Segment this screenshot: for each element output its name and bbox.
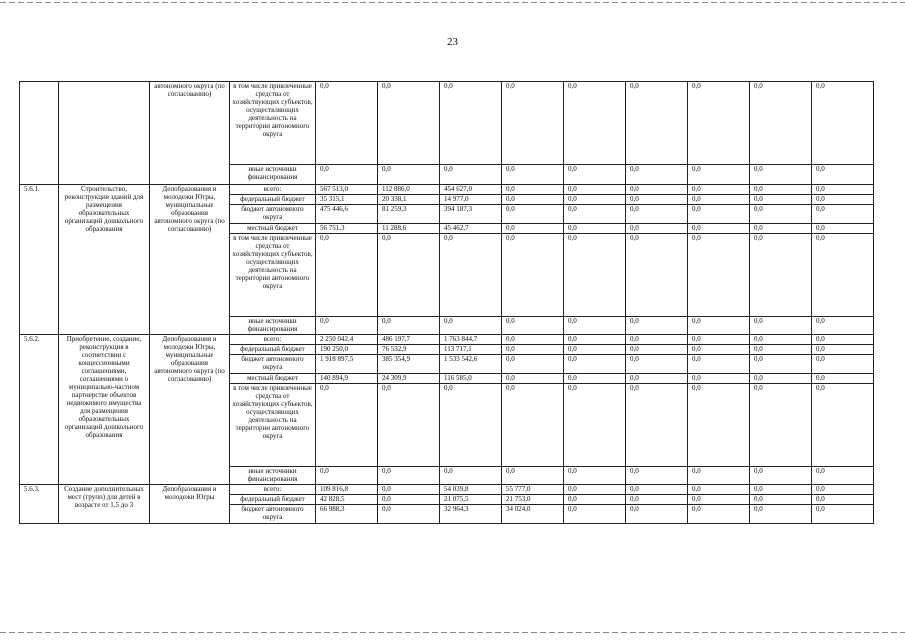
amount-cell: 0,0 xyxy=(688,467,750,485)
table-row xyxy=(20,485,874,495)
amount-cell: 0,0 xyxy=(812,355,874,374)
executor: Депобразования и молодежи Югры xyxy=(150,485,230,524)
funding-source: местный бюджет xyxy=(230,224,316,234)
amount-cell: 567 513,0 xyxy=(316,185,378,195)
amount-cell: 0,0 xyxy=(502,234,564,317)
amount-cell: 0,0 xyxy=(502,165,564,185)
amount-cell: 0,0 xyxy=(564,317,626,335)
amount-cell: 0,0 xyxy=(502,195,564,205)
funding-source: бюджет автономного округа xyxy=(230,505,316,524)
amount-cell: 0,0 xyxy=(688,234,750,317)
amount-cell: 190 250,0 xyxy=(316,345,378,355)
amount-cell: 0,0 xyxy=(626,317,688,335)
executor: автономного округа (по согласованию) xyxy=(150,82,230,185)
amount-cell: 0,0 xyxy=(812,165,874,185)
executor: Депобразования и молодежи Югры, муниципальные образования автономного округа (по согласованию) xyxy=(150,185,230,335)
measure-name: Строительство, реконструкция зданий для размещения образовательных организаций дошкольного образования xyxy=(59,185,150,335)
amount-cell: 0,0 xyxy=(626,82,688,165)
amount-cell: 0,0 xyxy=(440,384,502,467)
funding-source: всего: xyxy=(230,485,316,495)
amount-cell: 0,0 xyxy=(812,467,874,485)
amount-cell: 0,0 xyxy=(688,335,750,345)
amount-cell: 0,0 xyxy=(688,185,750,195)
amount-cell: 0,0 xyxy=(440,317,502,335)
amount-cell: 0,0 xyxy=(812,495,874,505)
amount-cell: 385 354,9 xyxy=(378,355,440,374)
amount-cell: 0,0 xyxy=(750,317,812,335)
amount-cell: 56 751,3 xyxy=(316,224,378,234)
funding-source: в том числе привлеченные средства от хозяйствующих субъектов, осуществляющих деятельность на территории автономного округа xyxy=(230,234,316,317)
item-number xyxy=(20,82,59,185)
amount-cell: 0,0 xyxy=(812,485,874,495)
amount-cell: 0,0 xyxy=(626,224,688,234)
amount-cell: 0,0 xyxy=(688,317,750,335)
amount-cell: 0,0 xyxy=(626,205,688,224)
measure-name: Создание дополнительных мест (групп) для детей в возрасте от 1,5 до 3 xyxy=(59,485,150,524)
table-row xyxy=(20,185,874,195)
amount-cell: 0,0 xyxy=(812,185,874,195)
measure-name: Приобретение, создание, реконструкция в соответствии с концессионными соглашениями, соглашениями о муниципально-частном партнерстве объектов недвижимого имущества для размещения образовательных организаций дошкольного образования xyxy=(59,335,150,485)
amount-cell: 0,0 xyxy=(502,335,564,345)
amount-cell: 0,0 xyxy=(626,495,688,505)
amount-cell: 0,0 xyxy=(316,165,378,185)
page-number: 23 xyxy=(447,36,458,48)
amount-cell: 0,0 xyxy=(316,384,378,467)
amount-cell: 0,0 xyxy=(750,495,812,505)
amount-cell: 0,0 xyxy=(564,495,626,505)
amount-cell: 0,0 xyxy=(626,485,688,495)
funding-source: всего: xyxy=(230,335,316,345)
amount-cell: 0,0 xyxy=(688,224,750,234)
funding-source: бюджет автономного округа xyxy=(230,355,316,374)
amount-cell: 32 964,3 xyxy=(440,505,502,524)
amount-cell: 0,0 xyxy=(564,82,626,165)
amount-cell: 394 187,3 xyxy=(440,205,502,224)
amount-cell: 0,0 xyxy=(812,82,874,165)
amount-cell: 0,0 xyxy=(626,384,688,467)
amount-cell: 0,0 xyxy=(502,185,564,195)
amount-cell: 0,0 xyxy=(750,355,812,374)
amount-cell: 0,0 xyxy=(502,317,564,335)
scan-edge-top xyxy=(0,2,905,3)
amount-cell: 42 828,5 xyxy=(316,495,378,505)
amount-cell: 0,0 xyxy=(316,317,378,335)
amount-cell: 0,0 xyxy=(626,374,688,384)
amount-cell: 0,0 xyxy=(440,234,502,317)
amount-cell: 0,0 xyxy=(564,384,626,467)
amount-cell: 0,0 xyxy=(378,467,440,485)
amount-cell: 0,0 xyxy=(750,384,812,467)
amount-cell: 0,0 xyxy=(378,82,440,165)
amount-cell: 0,0 xyxy=(626,335,688,345)
amount-cell: 54 039,8 xyxy=(440,485,502,495)
amount-cell: 0,0 xyxy=(688,495,750,505)
amount-cell: 0,0 xyxy=(564,355,626,374)
amount-cell: 76 532,9 xyxy=(378,345,440,355)
amount-cell: 0,0 xyxy=(750,185,812,195)
amount-cell: 0,0 xyxy=(812,505,874,524)
amount-cell: 0,0 xyxy=(564,345,626,355)
amount-cell: 0,0 xyxy=(440,467,502,485)
amount-cell: 0,0 xyxy=(564,374,626,384)
table-row xyxy=(20,82,874,165)
funding-source: местный бюджет xyxy=(230,374,316,384)
amount-cell: 0,0 xyxy=(750,165,812,185)
item-number: 5.6.1. xyxy=(20,185,59,335)
amount-cell: 0,0 xyxy=(502,374,564,384)
amount-cell: 21 075,5 xyxy=(440,495,502,505)
amount-cell: 45 462,7 xyxy=(440,224,502,234)
measure-name xyxy=(59,82,150,185)
amount-cell: 0,0 xyxy=(502,355,564,374)
amount-cell: 2 250 042,4 xyxy=(316,335,378,345)
amount-cell: 0,0 xyxy=(812,224,874,234)
amount-cell: 66 988,3 xyxy=(316,505,378,524)
amount-cell: 0,0 xyxy=(750,374,812,384)
amount-cell: 0,0 xyxy=(440,165,502,185)
funding-source: федеральный бюджет xyxy=(230,195,316,205)
amount-cell: 109 816,8 xyxy=(316,485,378,495)
amount-cell: 1 763 844,7 xyxy=(440,335,502,345)
amount-cell: 486 197,7 xyxy=(378,335,440,345)
amount-cell: 0,0 xyxy=(750,234,812,317)
amount-cell: 0,0 xyxy=(564,205,626,224)
amount-cell: 0,0 xyxy=(750,485,812,495)
amount-cell: 11 288,6 xyxy=(378,224,440,234)
amount-cell: 0,0 xyxy=(316,234,378,317)
amount-cell: 0,0 xyxy=(812,234,874,317)
amount-cell: 0,0 xyxy=(688,205,750,224)
amount-cell: 0,0 xyxy=(564,467,626,485)
amount-cell: 0,0 xyxy=(378,505,440,524)
funding-source: в том числе привлеченные средства от хозяйствующих субъектов, осуществляющих деятельность на территории автономного округа xyxy=(230,82,316,165)
amount-cell: 55 777,0 xyxy=(502,485,564,495)
funding-source: в том числе привлеченные средства от хозяйствующих субъектов, осуществляющих деятельность на территории автономного округа xyxy=(230,384,316,467)
amount-cell: 0,0 xyxy=(378,165,440,185)
amount-cell: 0,0 xyxy=(688,374,750,384)
amount-cell: 0,0 xyxy=(812,374,874,384)
amount-cell: 0,0 xyxy=(750,195,812,205)
amount-cell: 0,0 xyxy=(564,165,626,185)
amount-cell: 0,0 xyxy=(688,165,750,185)
amount-cell: 475 446,6 xyxy=(316,205,378,224)
amount-cell: 0,0 xyxy=(626,467,688,485)
amount-cell: 454 627,0 xyxy=(440,185,502,195)
amount-cell: 0,0 xyxy=(564,234,626,317)
amount-cell: 0,0 xyxy=(564,485,626,495)
amount-cell: 14 977,0 xyxy=(440,195,502,205)
amount-cell: 0,0 xyxy=(626,165,688,185)
amount-cell: 0,0 xyxy=(750,505,812,524)
amount-cell: 0,0 xyxy=(688,384,750,467)
amount-cell: 0,0 xyxy=(750,345,812,355)
amount-cell: 21 753,0 xyxy=(502,495,564,505)
amount-cell: 0,0 xyxy=(564,224,626,234)
amount-cell: 0,0 xyxy=(626,234,688,317)
amount-cell: 0,0 xyxy=(378,317,440,335)
financing-table xyxy=(19,81,874,524)
funding-source: федеральный бюджет xyxy=(230,495,316,505)
amount-cell: 140 894,9 xyxy=(316,374,378,384)
amount-cell: 0,0 xyxy=(688,505,750,524)
amount-cell: 0,0 xyxy=(626,185,688,195)
amount-cell: 0,0 xyxy=(378,384,440,467)
amount-cell: 0,0 xyxy=(564,505,626,524)
amount-cell: 34 024,0 xyxy=(502,505,564,524)
funding-source: иные источники финансирования xyxy=(230,467,316,485)
amount-cell: 0,0 xyxy=(502,384,564,467)
amount-cell: 0,0 xyxy=(812,335,874,345)
amount-cell: 0,0 xyxy=(750,82,812,165)
amount-cell: 0,0 xyxy=(812,384,874,467)
amount-cell: 35 315,1 xyxy=(316,195,378,205)
amount-cell: 1 533 542,6 xyxy=(440,355,502,374)
amount-cell: 1 918 897,5 xyxy=(316,355,378,374)
amount-cell: 0,0 xyxy=(626,505,688,524)
amount-cell: 0,0 xyxy=(688,82,750,165)
amount-cell: 0,0 xyxy=(688,195,750,205)
amount-cell: 0,0 xyxy=(812,205,874,224)
amount-cell: 0,0 xyxy=(316,82,378,165)
amount-cell: 0,0 xyxy=(502,467,564,485)
amount-cell: 0,0 xyxy=(502,205,564,224)
amount-cell: 116 585,0 xyxy=(440,374,502,384)
scan-edge-bottom xyxy=(0,632,905,633)
amount-cell: 0,0 xyxy=(378,495,440,505)
amount-cell: 0,0 xyxy=(564,185,626,195)
amount-cell: 0,0 xyxy=(750,205,812,224)
amount-cell: 81 259,3 xyxy=(378,205,440,224)
amount-cell: 20 338,1 xyxy=(378,195,440,205)
amount-cell: 0,0 xyxy=(626,355,688,374)
amount-cell: 0,0 xyxy=(564,195,626,205)
funding-source: всего: xyxy=(230,185,316,195)
amount-cell: 0,0 xyxy=(750,335,812,345)
amount-cell: 0,0 xyxy=(564,335,626,345)
amount-cell: 0,0 xyxy=(502,345,564,355)
amount-cell: 0,0 xyxy=(688,345,750,355)
funding-source: федеральный бюджет xyxy=(230,345,316,355)
amount-cell: 0,0 xyxy=(440,82,502,165)
amount-cell: 0,0 xyxy=(378,485,440,495)
amount-cell: 0,0 xyxy=(812,195,874,205)
funding-source: иные источники финансирования xyxy=(230,165,316,185)
amount-cell: 0,0 xyxy=(502,224,564,234)
amount-cell: 113 717,1 xyxy=(440,345,502,355)
amount-cell: 0,0 xyxy=(316,467,378,485)
amount-cell: 0,0 xyxy=(750,467,812,485)
funding-source: бюджет автономного округа xyxy=(230,205,316,224)
table-row xyxy=(20,335,874,345)
amount-cell: 0,0 xyxy=(378,234,440,317)
amount-cell: 0,0 xyxy=(812,345,874,355)
amount-cell: 0,0 xyxy=(750,224,812,234)
amount-cell: 0,0 xyxy=(688,355,750,374)
funding-source: иные источники финансирования xyxy=(230,317,316,335)
executor: Депобразования и молодежи Югры, муниципальные образования автономного округа (по согласованию) xyxy=(150,335,230,485)
item-number: 5.6.2. xyxy=(20,335,59,485)
amount-cell: 0,0 xyxy=(626,345,688,355)
amount-cell: 112 886,0 xyxy=(378,185,440,195)
amount-cell: 0,0 xyxy=(688,485,750,495)
amount-cell: 24 309,9 xyxy=(378,374,440,384)
amount-cell: 0,0 xyxy=(626,195,688,205)
amount-cell: 0,0 xyxy=(812,317,874,335)
item-number: 5.6.3. xyxy=(20,485,59,524)
amount-cell: 0,0 xyxy=(502,82,564,165)
